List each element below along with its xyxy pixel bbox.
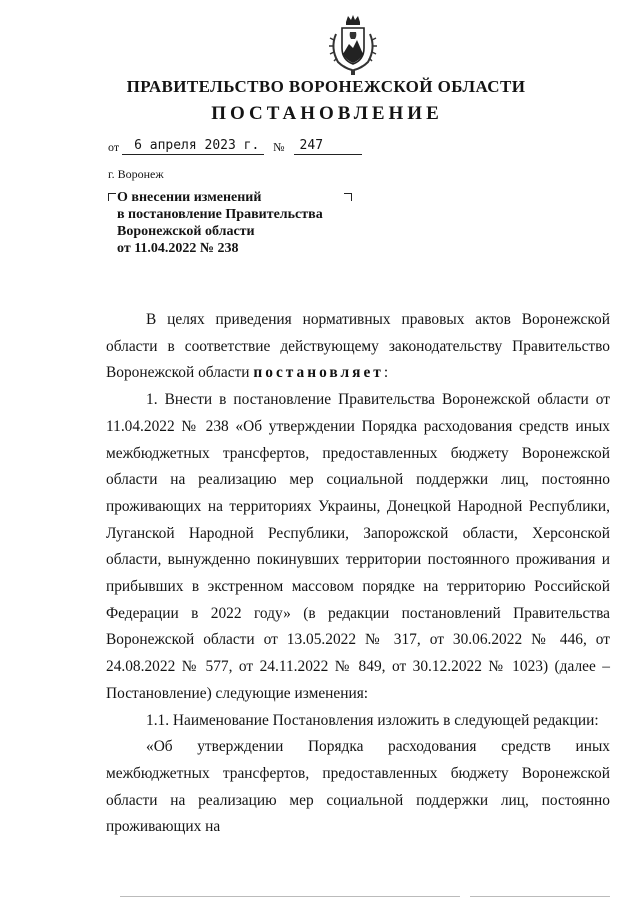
resolves-word: постановляет bbox=[253, 364, 384, 382]
government-title: ПРАВИТЕЛЬСТВО ВОРОНЕЖСКОЙ ОБЛАСТИ bbox=[126, 77, 526, 96]
preamble-paragraph bbox=[106, 307, 610, 387]
scan-artifact-line bbox=[120, 896, 460, 897]
coat-of-arms-icon bbox=[324, 14, 382, 76]
document-date-number-line bbox=[108, 138, 362, 155]
subject-line: от 11.04.2022 № 238 bbox=[117, 241, 239, 256]
document-number: 247 bbox=[294, 138, 362, 155]
new-title-paragraph: «Об утверждении Порядка расходования средств иных межбюджетных трансфертов, предоставленных бюджету Воронежской области на реализацию мер социальной поддержки лиц, постоянно проживающих на bbox=[106, 738, 610, 836]
clause-1-paragraph: 1. Внести в постановление Правительства Воронежской области от 11.04.2022 № 238 «Об утверждении Порядка расходования средств иных межбюджетных трансфертов, предоставленных бюджету Воронежской области на реализацию мер социальной поддержки лиц, постоянно проживающих на территориях Украины, Донецкой Народной Республики, Луганской Народной Республики, Запорожской области, Херсонской области, вынужденно покинувших территории постоянного проживания и прибывших в экстренном массовом порядке на территорию Российской Федерации в 2022 году» (в редакции постановлений Правительства Воронежской области от 13.05.2022 № 317, от 30.06.2022 № 446, от 24.08.2022 № 577, от 24.11.2022 № 849, от 30.12.2022 № 1023) (далее – Постановление) следующие изменения: bbox=[106, 391, 610, 702]
subject-line: О внесении изменений bbox=[117, 190, 262, 205]
subject-text bbox=[117, 189, 323, 257]
clause-1-1-paragraph: 1.1. Наименование Постановления изложить в следующей редакции: bbox=[146, 711, 599, 729]
document-date: 6 апреля 2023 г. bbox=[122, 138, 264, 155]
preamble-colon: : bbox=[383, 364, 389, 382]
preamble-text: В целях приведения нормативных правовых актов Воронежской области в соответствие действующему законодательству Правительство Воронежской области bbox=[106, 311, 610, 382]
date-prefix: от bbox=[108, 140, 120, 154]
document-body bbox=[106, 307, 610, 841]
subject-line: Воронежской области bbox=[117, 224, 255, 239]
subject-bracket-right bbox=[344, 193, 352, 201]
coat-of-arms-emblem bbox=[324, 14, 382, 76]
city: г. Воронеж bbox=[108, 167, 164, 181]
subject-bracket-left bbox=[108, 193, 116, 201]
subject-line: в постановление Правительства bbox=[117, 207, 323, 222]
document-type-title: ПОСТАНОВЛЕНИЕ bbox=[211, 103, 443, 124]
scan-artifact-line bbox=[470, 896, 610, 897]
number-sign: № bbox=[273, 140, 285, 154]
document-subject bbox=[108, 189, 358, 259]
